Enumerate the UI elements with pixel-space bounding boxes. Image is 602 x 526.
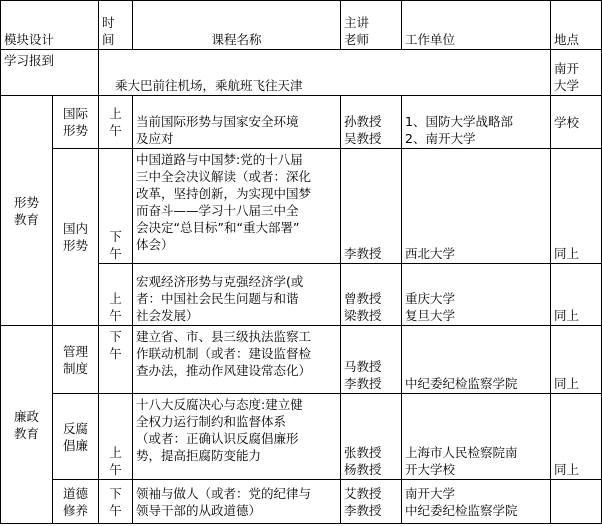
report-location-line: 大学: [554, 78, 580, 93]
time-line: 下: [109, 329, 122, 344]
group-name-line: 国际: [63, 106, 89, 121]
unit-line: 复旦大学: [405, 308, 456, 323]
time-line: 上: [109, 106, 122, 121]
teacher-line: 杨教授: [344, 462, 382, 477]
teacher-line: 李教授: [344, 246, 382, 261]
unit-line: 中纪委纪检监察学院: [405, 502, 518, 518]
unit-line: 西北大学: [405, 246, 456, 261]
course-line: 及应对: [136, 131, 174, 146]
header-course-label: 课程名称: [211, 32, 262, 47]
header-course: [133, 1, 341, 50]
unit-line: 上海市人民检察院南: [405, 445, 518, 460]
teacher-cell: [341, 326, 402, 394]
header-module-label: 模块设计: [4, 32, 55, 47]
time-line: 午: [109, 462, 122, 477]
section-name-line: 教育: [13, 425, 39, 441]
group-name-line: 倡廉: [63, 437, 89, 453]
teacher-line: 曾教授: [344, 291, 382, 306]
teacher-line: 张教授: [344, 445, 382, 460]
course-cell: [133, 326, 341, 394]
course-line: 查办法，推动作风建设常态化）: [136, 363, 312, 378]
course-line: 十八大反腐决心与态度:建立健: [136, 397, 303, 412]
header-unit: [402, 1, 551, 50]
group-name-line: 管理: [63, 343, 89, 359]
header-time-line: 时: [102, 15, 115, 30]
unit-line: 重庆大学: [405, 291, 456, 306]
teacher-line: 孙教授: [344, 114, 382, 129]
unit-cell: [402, 480, 551, 524]
unit-cell: [402, 326, 551, 394]
unit-line: 南开大学: [405, 485, 456, 501]
group-name: [53, 149, 99, 326]
location-text: 同上: [554, 462, 580, 477]
header-row: [1, 1, 602, 50]
location-text: 同上: [554, 376, 580, 391]
course-line: 领袖与做人（或者：党的纪律与: [136, 485, 312, 501]
group-name: [53, 480, 99, 524]
group-name: [53, 326, 99, 394]
course-cell: [133, 264, 341, 326]
group-name-line: 国内: [63, 221, 89, 236]
time-line: 午: [109, 308, 122, 323]
teacher-cell: [341, 480, 402, 524]
header-unit-label: 工作单位: [405, 32, 456, 47]
course-line: 领导干部的从政道德）: [136, 502, 262, 518]
table-row: [1, 480, 602, 524]
course-line: 当前国际形势与国家安全环境: [136, 114, 299, 129]
course-cell: [133, 149, 341, 264]
header-time: [99, 1, 133, 50]
table-row: [1, 149, 602, 264]
table-row: [1, 96, 602, 149]
location-text: 同上: [554, 246, 580, 261]
course-line: 会决定“总目标”和“重大部署”: [136, 220, 300, 235]
report-content-text: 乘大巴前往机场，乘航班飞往天津: [115, 78, 303, 93]
report-location: [551, 50, 602, 96]
section-name: [1, 326, 53, 524]
teacher-cell: [341, 149, 402, 264]
teacher-line: 梁教授: [344, 308, 382, 323]
teacher-line: 马教授: [344, 359, 382, 374]
group-name-line: 形势: [63, 123, 89, 138]
header-location: [551, 1, 602, 50]
time-line: 午: [109, 502, 122, 518]
teacher-line: 李教授: [344, 502, 382, 518]
time-line: 上: [109, 445, 122, 460]
teacher-cell: [341, 264, 402, 326]
group-name-line: 反腐: [63, 420, 89, 436]
time-cell: [99, 326, 133, 394]
time-line: 午: [109, 246, 122, 261]
section-name-line: 廉政: [13, 408, 39, 424]
group-name: [53, 394, 99, 480]
group-name: [53, 96, 99, 149]
time-cell: [99, 264, 133, 326]
location-text: 同上: [554, 308, 580, 323]
group-name-line: 形势: [63, 238, 89, 253]
course-line: 全权力运行制约和监督体系: [136, 414, 287, 429]
table-row: [1, 394, 602, 480]
time-line: 下: [109, 229, 122, 244]
course-line: 中国道路与中国梦:党的十八届: [136, 152, 303, 167]
header-location-label: 地点: [554, 32, 580, 47]
course-cell: [133, 96, 341, 149]
section-name-line: 形势: [13, 194, 39, 210]
header-teacher: [341, 1, 402, 50]
course-line: 宏观经济形势与克强经济学(或: [136, 274, 304, 289]
course-line: （或者：正确认识反腐倡廉形: [136, 431, 299, 446]
course-line: 三中全会决议解读（或者：深化: [136, 169, 312, 184]
time-line: 午: [109, 346, 122, 361]
location-cell: [551, 264, 602, 326]
teacher-cell: [341, 96, 402, 149]
course-cell: [133, 394, 341, 480]
time-line: 午: [109, 123, 122, 138]
unit-cell: [402, 96, 551, 149]
time-cell: [99, 96, 133, 149]
unit-line: 中纪委纪检监察学院: [405, 376, 518, 391]
location-cell: [551, 96, 602, 149]
report-content: [99, 50, 551, 96]
time-cell: [99, 149, 133, 264]
report-row: [1, 50, 602, 96]
header-module: [1, 1, 99, 50]
report-module-label: 学习报到: [4, 53, 55, 68]
teacher-line: 吴教授: [344, 131, 382, 146]
teacher-cell: [341, 394, 402, 480]
time-line: 下: [109, 485, 122, 501]
group-name-line: 道德: [63, 485, 89, 501]
time-cell: [99, 480, 133, 524]
course-line: 势，提高拒腐防变能力: [136, 448, 262, 463]
location-cell: [551, 326, 602, 394]
group-name-line: 修养: [63, 502, 89, 518]
course-line: 建立省、市、县三级执法监察工: [136, 329, 312, 344]
course-line: 体会）: [136, 237, 174, 252]
header-teacher-line: 老师: [344, 32, 370, 47]
header-teacher-line: 主讲: [344, 15, 370, 30]
course-line: 作联动机制（或者：建设监督检: [136, 346, 312, 361]
section-name-line: 教育: [13, 211, 39, 227]
location-cell: [551, 149, 602, 264]
course-cell: [133, 480, 341, 524]
unit-line: 2、南开大学: [405, 131, 476, 146]
location-cell: [551, 480, 602, 524]
unit-cell: [402, 264, 551, 326]
header-time-line: 间: [102, 32, 115, 47]
unit-line: 开大学校: [405, 462, 456, 477]
course-line: 者：中国社会民生问题与和谐: [136, 291, 299, 306]
course-line: 而奋斗——学习十八届三中全: [136, 203, 299, 218]
group-name-line: 制度: [63, 360, 89, 376]
location-text: 学校: [554, 114, 580, 130]
teacher-line: 李教授: [344, 376, 382, 391]
unit-cell: [402, 149, 551, 264]
course-line: 社会发展）: [136, 308, 199, 323]
unit-line: 1、国防大学战略部: [405, 114, 513, 129]
unit-cell: [402, 394, 551, 480]
section-name: [1, 96, 53, 326]
time-cell: [99, 394, 133, 480]
location-cell: [551, 394, 602, 480]
course-line: 改革，坚持创新，为实现中国梦: [136, 186, 312, 201]
report-location-line: 南开: [554, 61, 580, 76]
report-module: [1, 50, 99, 96]
time-line: 上: [109, 291, 122, 306]
teacher-line: 艾教授: [344, 485, 382, 501]
table-row: [1, 326, 602, 394]
